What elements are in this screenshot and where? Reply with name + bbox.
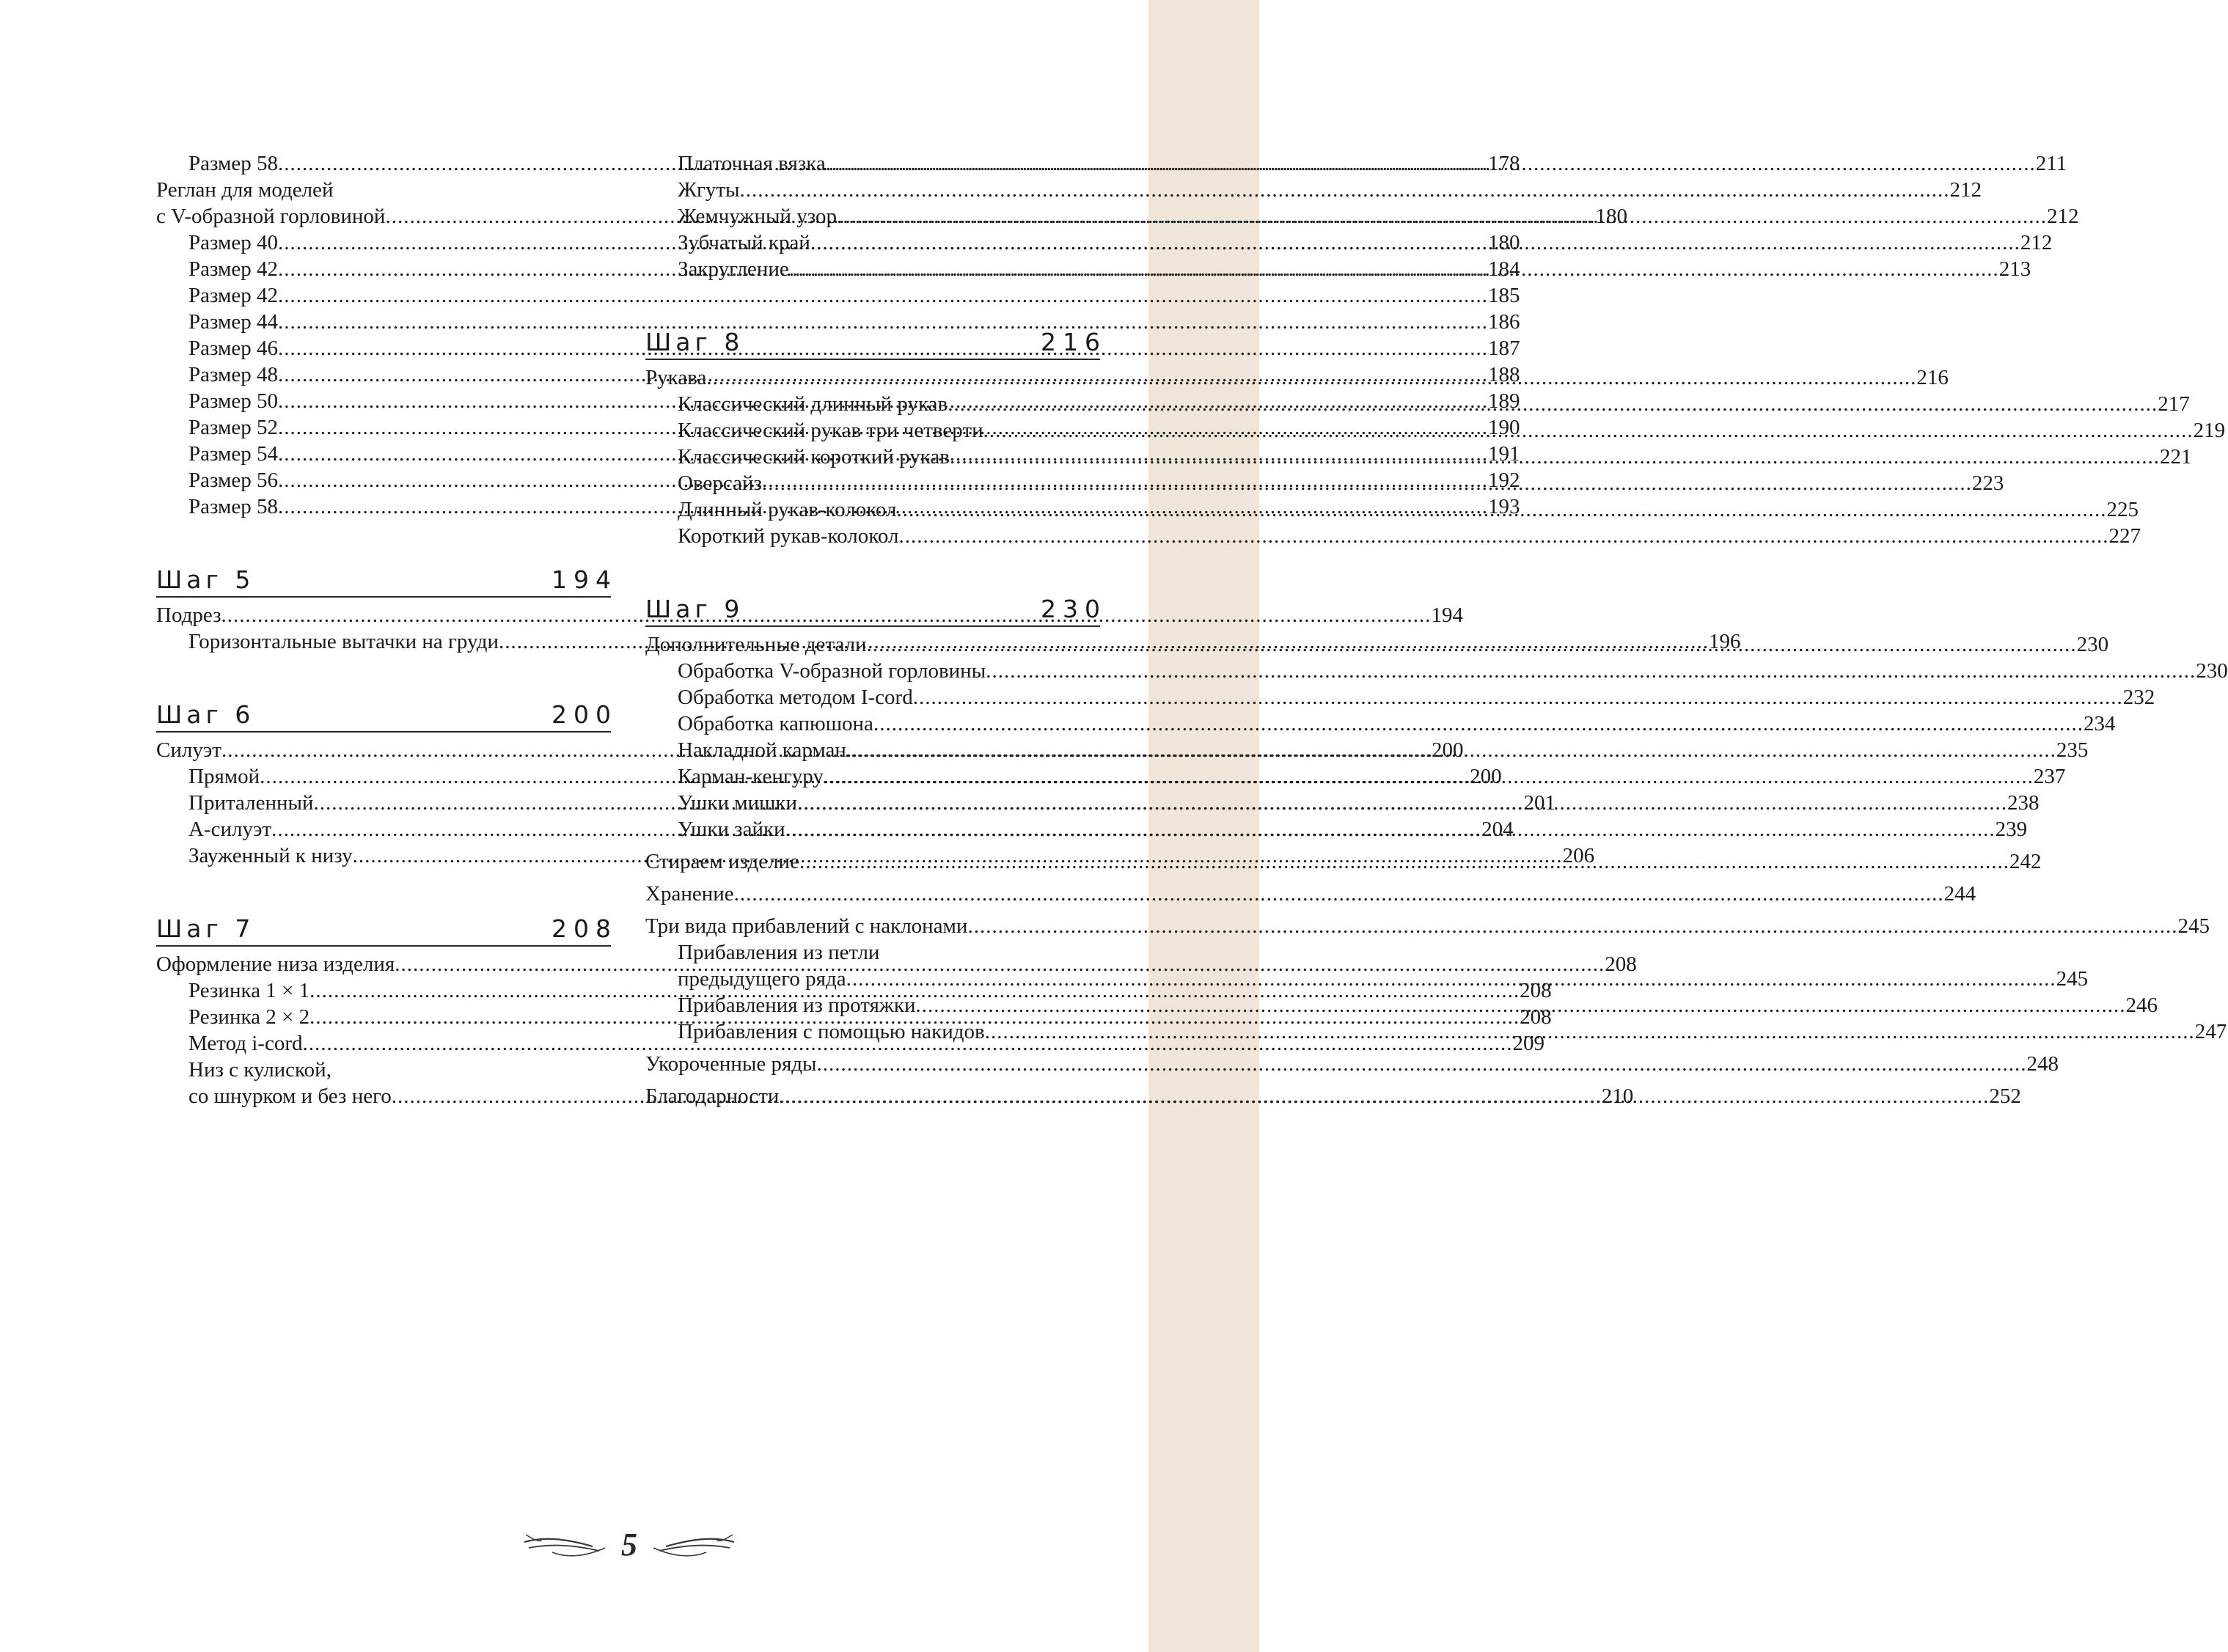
toc-entry bbox=[645, 1051, 2059, 1077]
toc-entry-title: Размер 42 bbox=[188, 284, 279, 307]
toc-entry-page: 216 bbox=[1916, 366, 1949, 389]
toc-entry-title: Ушки зайки bbox=[678, 818, 785, 841]
dot-leader bbox=[706, 364, 1916, 391]
dot-leader bbox=[824, 763, 2034, 790]
toc-entry bbox=[645, 177, 1982, 203]
page-number: 5 bbox=[621, 1527, 637, 1563]
toc-entry-page: 206 bbox=[1562, 844, 1595, 867]
step-page-number: 200 bbox=[551, 700, 618, 729]
toc-entry-page: 194 bbox=[1431, 603, 1464, 627]
toc-entry-page: 185 bbox=[1488, 284, 1520, 307]
toc-entry-title: Размер 46 bbox=[188, 337, 279, 360]
toc-entry-page: 186 bbox=[1488, 310, 1520, 334]
toc-entry-title: Обработка капюшона bbox=[678, 712, 873, 735]
dot-leader bbox=[740, 177, 1950, 203]
section-gap bbox=[645, 282, 1100, 328]
dot-leader bbox=[789, 256, 1999, 282]
toc-entry-page: 223 bbox=[1971, 471, 2004, 495]
toc-entry-page: 248 bbox=[2026, 1052, 2059, 1076]
toc-entry-page: 238 bbox=[2007, 791, 2040, 815]
toc-entry-title: Длинный рукав-колокол bbox=[678, 498, 897, 521]
toc-entry-title: Горизонтальные вытачки на груди bbox=[188, 630, 499, 653]
dot-leader bbox=[985, 1018, 2195, 1045]
dot-leader bbox=[846, 737, 2056, 763]
dot-leader bbox=[896, 496, 2106, 523]
toc-entry-title: Жгуты bbox=[678, 178, 740, 202]
toc-entry-page: 213 bbox=[1998, 257, 2031, 281]
ornament-left-icon bbox=[523, 1526, 607, 1563]
toc-entry-page: 239 bbox=[1995, 818, 2028, 841]
toc-entry-title: Метод i-cord bbox=[188, 1032, 303, 1055]
toc-entry-title: Зубчатый край bbox=[678, 231, 810, 254]
section-gap bbox=[156, 655, 611, 700]
toc-entry-title: Дополнительные детали bbox=[645, 633, 867, 656]
toc-entry-page: 230 bbox=[2076, 633, 2109, 656]
toc-entry-page: 212 bbox=[2047, 205, 2079, 228]
ornament-right-icon bbox=[651, 1526, 736, 1563]
toc-entry-title: Размер 58 bbox=[188, 152, 279, 175]
toc-entry-title: предыдущего ряда bbox=[678, 967, 846, 991]
toc-entry-page: 211 bbox=[2035, 152, 2067, 175]
toc-entry-title: со шнурком и без него bbox=[188, 1084, 392, 1108]
toc-entry bbox=[645, 523, 2141, 549]
toc-entry-page: 208 bbox=[1520, 979, 1552, 1002]
toc-entry-page: 221 bbox=[2160, 445, 2192, 469]
toc-entry-title: Приталенный bbox=[188, 791, 314, 815]
toc-entry-title: Резинка 2 × 2 bbox=[188, 1005, 310, 1029]
toc-entry-title: Размер 42 bbox=[188, 257, 279, 281]
toc-entry-page: 234 bbox=[2083, 712, 2116, 735]
page-folio bbox=[523, 1520, 736, 1571]
toc-entry-title: Три вида прибавлений с наклонами bbox=[645, 914, 968, 938]
dot-leader bbox=[762, 470, 1972, 496]
toc-entry-page: 246 bbox=[2125, 994, 2158, 1017]
dot-leader bbox=[913, 684, 2123, 711]
toc-entry-title: Жемчужный узор bbox=[678, 205, 838, 228]
dot-leader bbox=[950, 444, 2160, 470]
dot-leader bbox=[916, 992, 2126, 1018]
toc-entry-line: Прибавления из петли bbox=[678, 941, 880, 964]
dot-leader bbox=[810, 230, 2020, 256]
toc-entry-page: 201 bbox=[1523, 791, 1556, 815]
toc-entry-title: Накладной карман bbox=[678, 738, 846, 762]
toc-entry-title: Размер 58 bbox=[188, 495, 279, 518]
toc-entry-title: Размер 52 bbox=[188, 416, 279, 439]
toc-entry-page: 196 bbox=[1708, 630, 1741, 653]
dot-leader bbox=[873, 711, 2084, 737]
dot-leader bbox=[983, 417, 2194, 444]
toc-entry-page: 184 bbox=[1488, 257, 1520, 281]
toc-entry-title: Закругление bbox=[678, 257, 789, 281]
toc-entry-page: 180 bbox=[1488, 231, 1520, 254]
toc-entry-title: с V-образной горловиной bbox=[156, 205, 386, 228]
toc-entry-title: Размер 44 bbox=[188, 310, 279, 334]
dot-leader bbox=[797, 790, 2007, 816]
toc-entry bbox=[156, 309, 1520, 335]
dot-leader bbox=[817, 1051, 2027, 1077]
toc-entry-title: А-силуэт bbox=[188, 818, 272, 841]
dot-leader bbox=[779, 1083, 1989, 1109]
toc-entry-page: 212 bbox=[1949, 178, 1982, 202]
toc-entry-page: 245 bbox=[2056, 967, 2089, 991]
toc-entry-page: 247 bbox=[2194, 1020, 2227, 1043]
step-heading bbox=[645, 328, 1107, 360]
toc-entry-page: 208 bbox=[1520, 1005, 1552, 1029]
toc-entry-title: Силуэт bbox=[156, 738, 221, 762]
step-title: Шаг 6 bbox=[156, 700, 255, 729]
step-title: Шаг 8 bbox=[645, 328, 744, 356]
dot-leader bbox=[837, 203, 2047, 230]
toc-entry bbox=[645, 658, 2228, 684]
section-gap bbox=[645, 549, 1100, 595]
toc-entry bbox=[645, 913, 2210, 939]
step-heading bbox=[156, 700, 618, 733]
step-heading bbox=[156, 914, 618, 947]
step-title: Шаг 7 bbox=[156, 914, 255, 943]
toc-entry-title: Резинка 1 × 1 bbox=[188, 979, 310, 1002]
dot-leader bbox=[846, 966, 2056, 992]
toc-entry-page: 244 bbox=[1943, 882, 1976, 906]
toc-entry-title: Размер 40 bbox=[188, 231, 279, 254]
toc-entry-title: Короткий рукав-колокол bbox=[678, 524, 899, 548]
toc-entry-page: 192 bbox=[1488, 469, 1520, 492]
toc-entry-title: Стираем изделие bbox=[645, 850, 799, 873]
toc-entry bbox=[645, 684, 2155, 711]
toc-entry-title: Ушки мишки bbox=[678, 791, 797, 815]
toc-entry-title: Подрез bbox=[156, 603, 221, 627]
toc-entry-page: 208 bbox=[1605, 952, 1637, 976]
toc-entry-page: 191 bbox=[1488, 442, 1520, 466]
toc-entry-page: 210 bbox=[1601, 1084, 1634, 1108]
step-heading bbox=[645, 595, 1107, 627]
toc-entry bbox=[645, 711, 2116, 737]
step-title: Шаг 9 bbox=[645, 595, 744, 623]
toc-entry-title: Зауженный к низу bbox=[188, 844, 353, 867]
step-title: Шаг 5 bbox=[156, 565, 255, 594]
toc-entry-title: Обработка методом I-cord bbox=[678, 686, 913, 709]
toc-entry-title: Размер 50 bbox=[188, 389, 279, 413]
toc-entry-title: Размер 54 bbox=[188, 442, 279, 466]
toc-entry-page: 232 bbox=[2122, 686, 2155, 709]
toc-entry-title: Классический рукав три четверти bbox=[678, 419, 983, 442]
toc-entry-page: 217 bbox=[2158, 392, 2190, 416]
toc-entry-page: 252 bbox=[1989, 1084, 2021, 1108]
toc-entry-title: Оформление низа изделия bbox=[156, 952, 395, 976]
section-gap bbox=[156, 520, 611, 565]
toc-entry-page: 178 bbox=[1488, 152, 1520, 175]
toc-entry-title: Классический длинный рукав bbox=[678, 392, 948, 416]
toc-entry-title: Оверсайз bbox=[678, 471, 762, 495]
toc-entry bbox=[645, 881, 1976, 907]
toc-entry-page: 209 bbox=[1512, 1032, 1544, 1055]
step-page-number: 216 bbox=[1041, 328, 1107, 356]
toc-entry-page: 230 bbox=[2196, 659, 2228, 683]
toc-entry-line: Низ с кулиской, bbox=[188, 1058, 331, 1082]
toc-entry-line: Реглан для моделей bbox=[156, 178, 334, 202]
toc-entry-title: Карман-кенгуру bbox=[678, 765, 824, 788]
toc-entry-title: Хранение bbox=[645, 882, 734, 906]
toc-entry bbox=[156, 282, 1520, 309]
dot-leader bbox=[826, 150, 2036, 177]
section-gap bbox=[156, 869, 611, 914]
toc-entry-title: Размер 48 bbox=[188, 363, 279, 386]
toc-entry-page: 227 bbox=[2108, 524, 2141, 548]
toc-entry-title: Классический короткий рукав bbox=[678, 445, 950, 469]
toc-entry-title: Прибавления с помощью накидов bbox=[678, 1020, 985, 1043]
step-page-number: 194 bbox=[551, 565, 618, 594]
toc-entry-title: Благодарности bbox=[645, 1084, 780, 1108]
toc-entry-title: Обработка V-образной горловины bbox=[678, 659, 986, 683]
toc-entry-page: 180 bbox=[1595, 205, 1627, 228]
toc-entry-page: 189 bbox=[1488, 389, 1520, 413]
toc-entry-page: 245 bbox=[2177, 914, 2210, 938]
step-page-number: 230 bbox=[1041, 595, 1107, 623]
step-page-number: 208 bbox=[551, 914, 618, 943]
toc-entry-title: Платочная вязка bbox=[678, 152, 826, 175]
toc-entry-page: 187 bbox=[1488, 337, 1520, 360]
toc-entry-title: Укороченные ряды bbox=[645, 1052, 817, 1076]
step-heading bbox=[156, 565, 618, 598]
dot-leader bbox=[898, 523, 2108, 549]
toc-entry-page: 235 bbox=[2056, 738, 2089, 762]
dot-leader bbox=[967, 913, 2177, 939]
toc-entry-title: Рукава bbox=[645, 366, 707, 389]
dot-leader bbox=[948, 391, 2158, 417]
dot-leader bbox=[867, 631, 2077, 658]
toc-entry-page: 200 bbox=[1431, 738, 1464, 762]
toc-entry-page: 188 bbox=[1488, 363, 1520, 386]
toc-entry-page: 204 bbox=[1481, 818, 1514, 841]
dot-leader bbox=[734, 881, 1944, 907]
toc-entry-page: 242 bbox=[2009, 850, 2042, 873]
toc-entry-title: Прямой bbox=[188, 765, 260, 788]
dot-leader bbox=[986, 658, 2196, 684]
toc-entry-page: 212 bbox=[2020, 231, 2053, 254]
toc-entry-page: 225 bbox=[2106, 498, 2139, 521]
toc-entry-page: 193 bbox=[1488, 495, 1520, 518]
toc-entry-page: 219 bbox=[2193, 419, 2226, 442]
dot-leader bbox=[785, 816, 1996, 842]
toc-entry-title: Размер 56 bbox=[188, 469, 279, 492]
toc-entry-page: 200 bbox=[1470, 765, 1502, 788]
dot-leader bbox=[799, 848, 2009, 875]
toc-entry-page: 237 bbox=[2033, 765, 2066, 788]
toc-entry-page: 190 bbox=[1488, 416, 1520, 439]
toc-entry-title: Прибавления из протяжки bbox=[678, 994, 916, 1017]
